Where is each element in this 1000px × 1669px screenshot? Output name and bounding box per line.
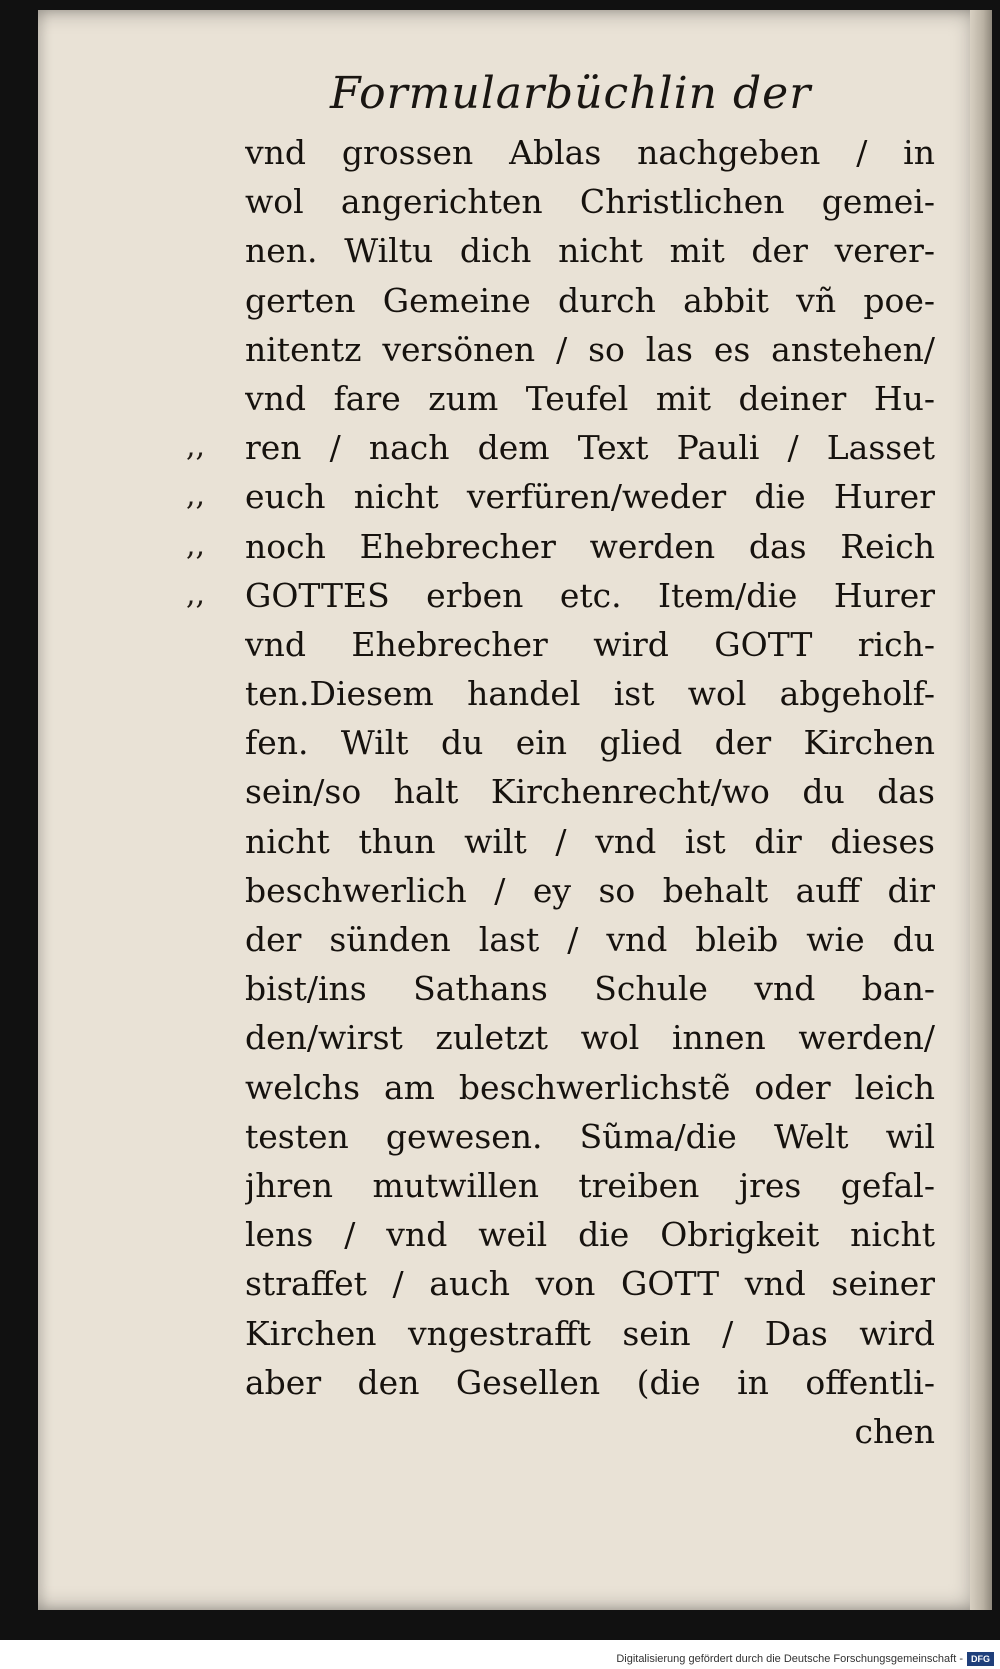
quote-mark: ,, bbox=[186, 429, 206, 464]
text-line: vnd Ehebrecher wird GOTT rich- bbox=[245, 624, 935, 664]
footer-bar bbox=[0, 1641, 1000, 1669]
text-line: Kirchen vngestrafft sein / Das wird bbox=[245, 1313, 935, 1353]
quote-mark: ,, bbox=[186, 577, 206, 612]
text-line: nicht thun wilt / vnd ist dir dieses bbox=[245, 821, 935, 861]
text-line: den/wirst zuletzt wol innen werden/ bbox=[245, 1018, 935, 1058]
text-line: sein/so halt Kirchenrecht/wo du das bbox=[245, 772, 935, 812]
running-header: Formularbüchlin der bbox=[330, 68, 812, 119]
funding-credit: Digitalisierung gefördert durch die Deutsche Forschungsgemeinschaft - bbox=[616, 1653, 963, 1665]
text-line: straffet / auch von GOTT vnd seiner bbox=[245, 1264, 935, 1304]
text-line: wol angerichten Christlichen gemei- bbox=[245, 182, 935, 222]
body-text bbox=[245, 128, 935, 1456]
text-line: aber den Gesellen (die in offentli- bbox=[245, 1362, 935, 1402]
text-line: vnd grossen Ablas nachgeben / in bbox=[245, 133, 935, 172]
text-line: nen. Wiltu dich nicht mit der verer- bbox=[245, 231, 935, 271]
text-line: welchs am beschwerlichstẽ oder leich bbox=[245, 1067, 935, 1107]
text-line: gerten Gemeine durch abbit vñ poe- bbox=[245, 280, 935, 320]
text-line: fen. Wilt du ein glied der Kirchen bbox=[245, 723, 935, 763]
catchword: chen bbox=[854, 1411, 935, 1451]
text-line: nitentz versönen / so las es anstehen/ bbox=[245, 329, 935, 369]
text-line: euch nicht verfüren/weder die Hurer bbox=[245, 477, 935, 517]
text-line: noch Ehebrecher werden das Reich bbox=[245, 526, 935, 566]
dfg-logo: DFG bbox=[967, 1652, 994, 1666]
text-line: jhren mutwillen treiben jres gefal- bbox=[245, 1165, 935, 1205]
text-line: testen gewesen. Sũma/die Welt wil bbox=[245, 1116, 935, 1156]
text-line: der sünden last / vnd bleib wie du bbox=[245, 920, 935, 959]
text-line: GOTTES erben etc. Item/die Hurer bbox=[245, 575, 935, 615]
text-line: ren / nach dem Text Pauli / Lasset bbox=[245, 428, 935, 468]
quote-mark: ,, bbox=[186, 478, 206, 513]
quote-mark: ,, bbox=[186, 528, 206, 563]
text-line: bist/ins Sathans Schule vnd ban- bbox=[245, 969, 935, 1009]
text-line: beschwerlich / ey so behalt auff dir bbox=[245, 870, 935, 910]
text-line: vnd fare zum Teufel mit deiner Hu- bbox=[245, 378, 935, 418]
text-line: lens / vnd weil die Obrigkeit nicht bbox=[245, 1215, 935, 1255]
text-line: ten.Diesem handel ist wol abgeholf- bbox=[245, 674, 935, 714]
page-edge-shadow bbox=[970, 10, 992, 1610]
